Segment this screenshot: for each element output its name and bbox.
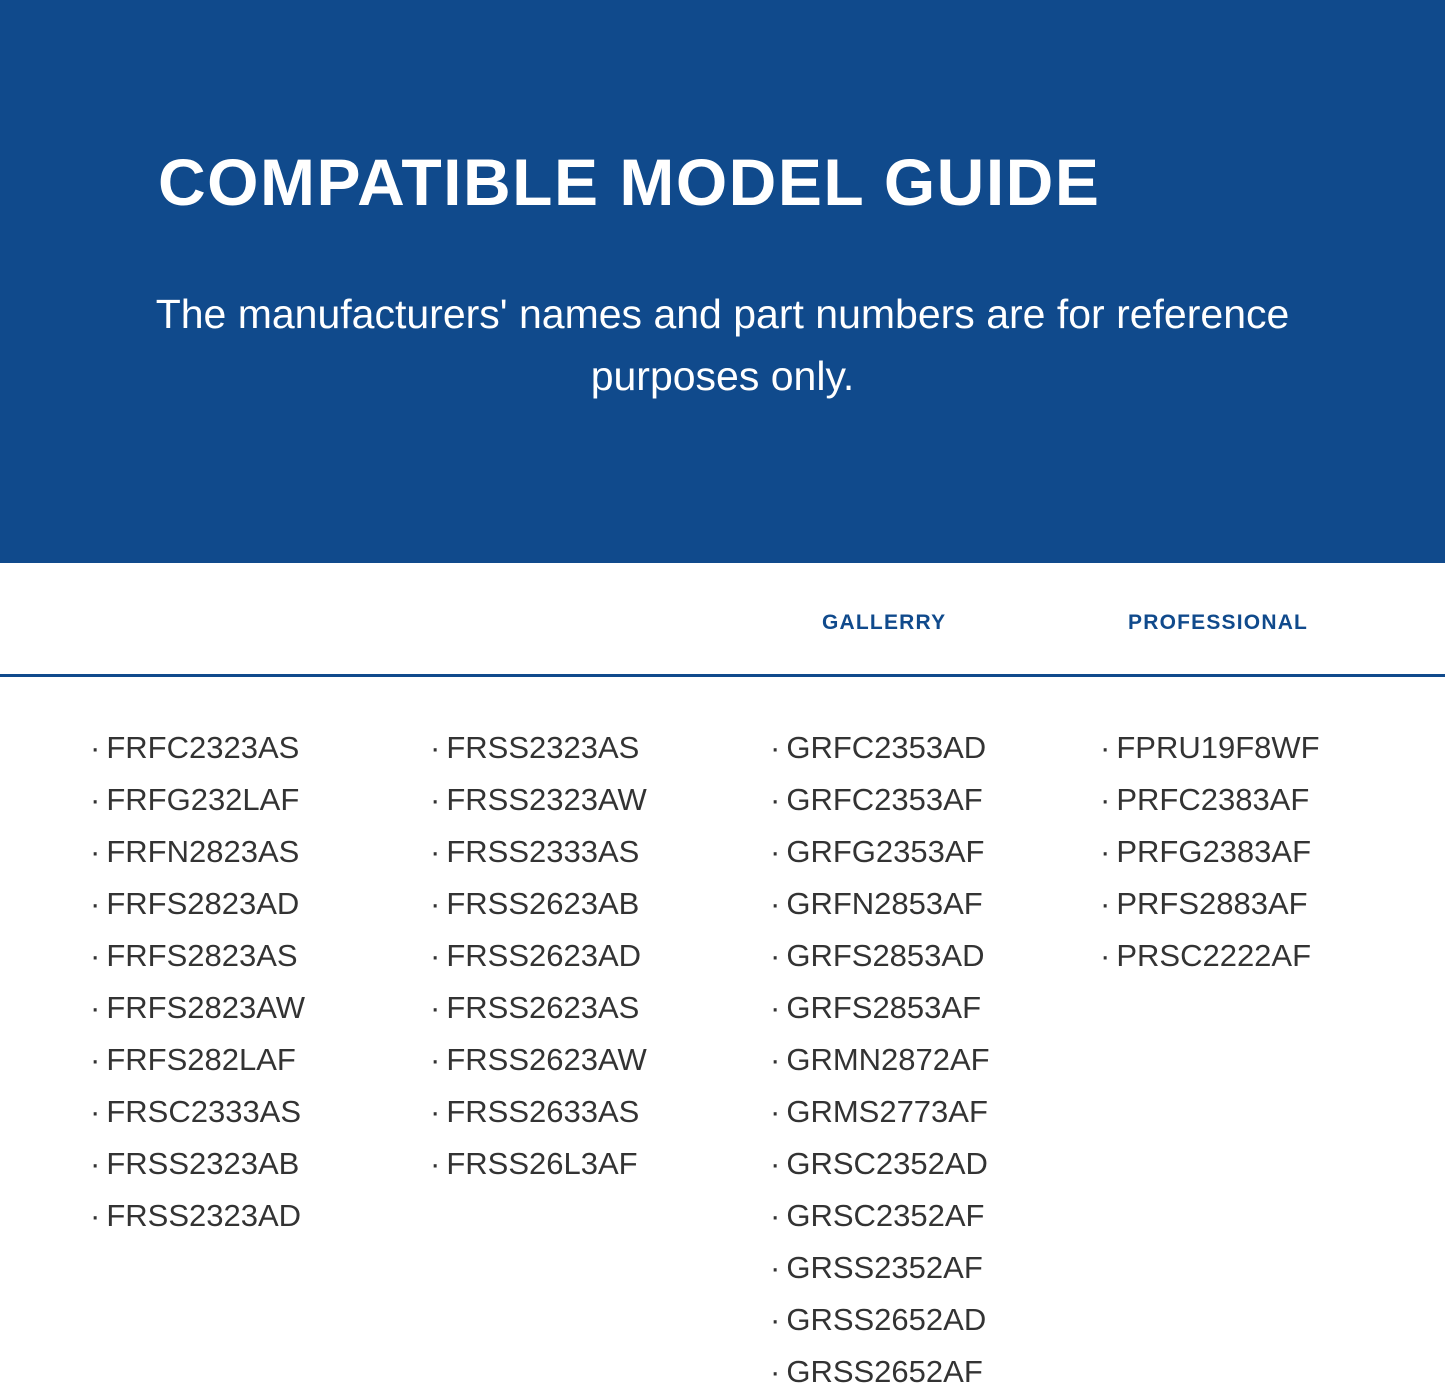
model-number: FRSS2323AS — [446, 730, 640, 765]
model-number: GRMN2872AF — [786, 1042, 990, 1077]
column-header-gallerry: GALLERRY — [822, 611, 947, 634]
bullet-icon: · — [90, 1198, 101, 1233]
bullet-icon: · — [90, 1146, 101, 1181]
model-number: FRSS2323AD — [106, 1198, 302, 1233]
list-item — [430, 1086, 690, 1138]
list-item — [90, 826, 345, 878]
list-item — [770, 1242, 1035, 1294]
header-banner — [0, 0, 1445, 563]
page-subtitle: The manufacturers' names and part numbers are for reference purposes only. — [155, 291, 1290, 399]
header-divider — [0, 674, 1445, 677]
model-column-professional — [1035, 722, 1445, 1398]
list-item — [90, 1190, 345, 1242]
bullet-icon: · — [90, 782, 101, 817]
model-number: PRSC2222AF — [1116, 938, 1312, 973]
model-number: PRFS2883AF — [1116, 886, 1308, 921]
model-number: FRSS2623AS — [446, 990, 640, 1025]
model-number: FRFS2823AW — [106, 990, 306, 1025]
model-number: FRSC2333AS — [106, 1094, 302, 1129]
bullet-icon: · — [770, 886, 781, 921]
list-item — [90, 930, 345, 982]
model-number: GRFS2853AD — [786, 938, 985, 973]
model-number: FRSS2633AS — [446, 1094, 640, 1129]
model-number: FPRU19F8WF — [1116, 730, 1320, 765]
model-number: GRMS2773AF — [786, 1094, 988, 1129]
list-item — [770, 826, 1035, 878]
model-number: GRSC2352AD — [786, 1146, 988, 1181]
model-number: GRFG2353AF — [786, 834, 985, 869]
bullet-icon: · — [770, 1042, 781, 1077]
model-number: GRFS2853AF — [786, 990, 982, 1025]
list-item — [1100, 722, 1445, 774]
list-item — [430, 826, 690, 878]
bullet-icon: · — [1100, 730, 1111, 765]
model-number: GRSC2352AF — [786, 1198, 985, 1233]
bullet-icon: · — [770, 782, 781, 817]
list-item — [90, 878, 345, 930]
bullet-icon: · — [770, 990, 781, 1025]
list-item — [770, 982, 1035, 1034]
bullet-icon: · — [430, 782, 441, 817]
bullet-icon: · — [90, 990, 101, 1025]
model-number: FRSS2323AW — [446, 782, 647, 817]
bullet-icon: · — [770, 1250, 781, 1285]
bullet-icon: · — [770, 1354, 781, 1389]
bullet-icon: · — [430, 730, 441, 765]
model-number: GRSS2652AF — [786, 1354, 983, 1389]
model-number: FRFS282LAF — [106, 1042, 296, 1077]
list-item — [430, 722, 690, 774]
model-number: GRFC2353AF — [786, 782, 983, 817]
list-item — [90, 982, 345, 1034]
model-number: GRSS2652AD — [786, 1302, 987, 1337]
model-number: PRFC2383AF — [1116, 782, 1310, 817]
model-number: FRFS2823AD — [106, 886, 300, 921]
list-item — [770, 1138, 1035, 1190]
model-number: FRFC2323AS — [106, 730, 300, 765]
list-item — [770, 930, 1035, 982]
list-item — [770, 774, 1035, 826]
bullet-icon: · — [770, 730, 781, 765]
column-header-professional: PROFESSIONAL — [1128, 611, 1309, 634]
list-item — [430, 1138, 690, 1190]
list-item — [770, 1190, 1035, 1242]
list-item — [90, 1138, 345, 1190]
list-item — [430, 774, 690, 826]
list-item — [90, 774, 345, 826]
model-number: GRFN2853AF — [786, 886, 983, 921]
page-title: COMPATIBLE MODEL GUIDE — [158, 145, 1101, 219]
list-item — [770, 1086, 1035, 1138]
bullet-icon: · — [1100, 938, 1111, 973]
bullet-icon: · — [90, 730, 101, 765]
bullet-icon: · — [430, 990, 441, 1025]
model-number: FRSS2623AD — [446, 938, 642, 973]
model-number: FRFS2823AS — [106, 938, 298, 973]
bullet-icon: · — [770, 834, 781, 869]
bullet-icon: · — [1100, 834, 1111, 869]
list-item — [770, 1346, 1035, 1398]
bullet-icon: · — [430, 938, 441, 973]
bullet-icon: · — [770, 1302, 781, 1337]
model-number: GRSS2352AF — [786, 1250, 983, 1285]
list-item — [770, 878, 1035, 930]
model-number: PRFG2383AF — [1116, 834, 1312, 869]
column-headers — [0, 563, 1445, 675]
bullet-icon: · — [770, 1094, 781, 1129]
list-item — [1100, 826, 1445, 878]
model-number: FRSS2323AB — [106, 1146, 300, 1181]
list-item — [430, 982, 690, 1034]
model-number: GRFC2353AD — [786, 730, 987, 765]
bullet-icon: · — [90, 1042, 101, 1077]
list-item — [770, 1294, 1035, 1346]
bullet-icon: · — [430, 834, 441, 869]
list-item — [430, 878, 690, 930]
bullet-icon: · — [90, 938, 101, 973]
bullet-icon: · — [1100, 782, 1111, 817]
model-number: FRFG232LAF — [106, 782, 300, 817]
list-item — [1100, 930, 1445, 982]
bullet-icon: · — [90, 886, 101, 921]
list-item — [90, 722, 345, 774]
model-number: FRFN2823AS — [106, 834, 300, 869]
bullet-icon: · — [770, 1198, 781, 1233]
model-column-gallerry — [690, 722, 1035, 1398]
bullet-icon: · — [430, 1094, 441, 1129]
bullet-icon: · — [430, 886, 441, 921]
bullet-icon: · — [770, 1146, 781, 1181]
list-item — [430, 930, 690, 982]
list-item — [1100, 774, 1445, 826]
list-item — [770, 722, 1035, 774]
model-number: FRSS2623AB — [446, 886, 640, 921]
bullet-icon: · — [90, 834, 101, 869]
bullet-icon: · — [1100, 886, 1111, 921]
list-item — [770, 1034, 1035, 1086]
model-column-1 — [0, 722, 345, 1398]
list-item — [1100, 878, 1445, 930]
model-number: FRSS2623AW — [446, 1042, 647, 1077]
list-item — [90, 1034, 345, 1086]
model-number: FRSS2333AS — [446, 834, 640, 869]
bullet-icon: · — [90, 1094, 101, 1129]
bullet-icon: · — [430, 1146, 441, 1181]
list-item — [90, 1086, 345, 1138]
model-column-2 — [345, 722, 690, 1398]
list-item — [430, 1034, 690, 1086]
bullet-icon: · — [430, 1042, 441, 1077]
bullet-icon: · — [770, 938, 781, 973]
model-columns — [0, 722, 1445, 1398]
model-number: FRSS26L3AF — [446, 1146, 638, 1181]
